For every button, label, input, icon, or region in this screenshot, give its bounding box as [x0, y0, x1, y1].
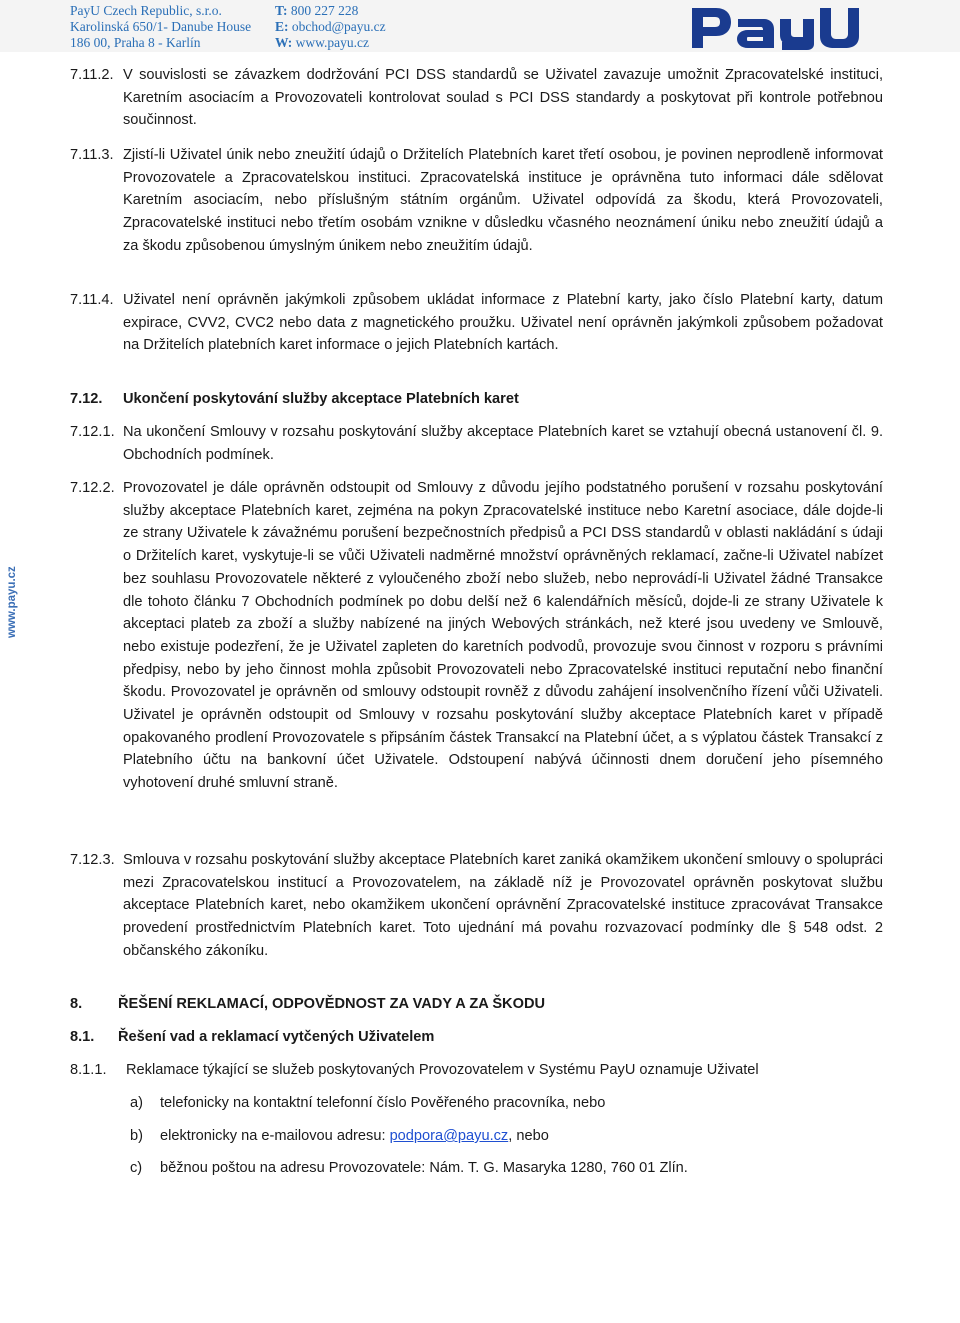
phone-label: T: [275, 3, 288, 18]
list-item-text: běžnou poštou na adresu Provozovatele: Nám. T. G. Masaryka 1280, 760 01 Zlín. [160, 1160, 688, 1176]
section-number: 7.12.3. [70, 852, 115, 868]
section-7-12-heading [70, 388, 883, 411]
section-7-11-4 [70, 289, 883, 357]
section-7-11-3 [70, 144, 883, 258]
email-address[interactable]: obchod@payu.cz [291, 19, 386, 34]
list-label: c) [130, 1160, 143, 1176]
payu-logo [690, 6, 860, 50]
section-8-1-heading [70, 1026, 883, 1049]
web-address[interactable]: www.payu.cz [295, 35, 369, 50]
section-number: 8.1.1. [70, 1062, 107, 1078]
paragraph: Zjistí-li Uživatel únik nebo zneužití údajů o Držitelích Platebních karet třetí osobou, je povinen neprodleně informovat Provozovatele a Zpracovatelskou instituci. Zpracovatelská instituce je oprávněna tuto informaci dále sdělovat Karetním asociacím, nebo příslušným státním orgánům. Uživatel odpovídá za škodu, která Provozovateli, Zpracovatelské instituci nebo třetím osobám vznikne v důsledku včasného neoznámení úniku nebo zneužití údajů a za škodu způsobenou úmyslným únikem nebo zneužitím údajů. [123, 147, 883, 254]
paragraph: Na ukončení Smlouvy v rozsahu poskytování služby akceptace Platebních karet se vztahují obecná ustanovení čl. 9. Obchodních podmínek. [123, 424, 883, 463]
paragraph: Smlouva v rozsahu poskytování služby akceptace Platebních karet zaniká okamžikem ukončení smlouvy o spolupráci mezi Zpracovatelskou institucí a Provozovatelem, na základě níž je Provozovatel oprávněn poskytovat službu akceptace Platebních karet, nebo okamžikem ukončení oprávnění Zpracovatelské instituce zpracovávat Transakce provedení prostřednictvím Platebních karet. Toto ujednání má povahu rozvazovací podmínky dle § 548 odst. 2 občanského zákoníku. [123, 852, 883, 959]
paragraph: Reklamace týkající se služeb poskytovaných Provozovatelem v Systému PayU oznamuje Uživatel [126, 1062, 759, 1078]
section-7-12-2 [70, 477, 883, 795]
section-number: 7.12. [70, 391, 103, 407]
address-line-1: Karolinská 650/1- Danube House [70, 19, 252, 34]
section-number: 7.11.4. [70, 292, 114, 308]
section-number: 7.12.1. [70, 424, 115, 440]
list-item-text-after: , nebo [508, 1128, 549, 1144]
section-title: ŘEŠENÍ REKLAMACÍ, ODPOVĚDNOST ZA VADY A ZA ŠKODU [118, 996, 546, 1012]
list-item-c [70, 1157, 883, 1180]
address-line-2: 186 00, Praha 8 - Karlín [70, 35, 201, 50]
list-label: b) [130, 1128, 143, 1144]
support-email-link[interactable]: podpora@payu.cz [389, 1128, 509, 1144]
company-address-block [70, 3, 251, 51]
web-label: W: [275, 35, 293, 50]
list-item-text: telefonicky na kontaktní telefonní číslo Pověřeného pracovníka, nebo [160, 1095, 606, 1111]
section-7-12-3 [70, 849, 883, 963]
list-item-a [70, 1092, 883, 1115]
section-number: 7.12.2. [70, 480, 115, 496]
phone-number: 800 227 228 [290, 3, 359, 18]
email-label: E: [275, 19, 289, 34]
contact-block [275, 3, 386, 51]
section-number: 7.11.2. [70, 67, 114, 83]
section-7-11-2 [70, 64, 883, 132]
list-item-text [160, 1125, 883, 1148]
company-name: PayU Czech Republic, s.r.o. [70, 3, 222, 18]
section-number: 8.1. [70, 1029, 95, 1045]
section-8-1-1 [70, 1059, 883, 1082]
section-number: 8. [70, 996, 83, 1012]
section-7-12-1 [70, 421, 883, 466]
paragraph: Provozovatel je dále oprávněn odstoupit od Smlouvy z důvodu jejího podstatného porušení v rozsahu poskytování služby akceptace Platebních karet, zejména na pokyn Zpracovatelské instituce nebo Karetní asociace, dále dojde-li ze strany Uživatele k závažnému porušení bezpečnostních předpisů a PCI DSS standardů v oblasti nakládání s údaji o Držitelích karet, vyskytuje-li se vůči Uživateli nadměrné množství oprávněných reklamací, začne-li Uživatel nabízet bez souhlasu Provozovatele některé z vyloučeného zboží nebo služeb, nebo neprovádí-li Uživatel žádné Transakce dle tohoto článku 7 Obchodních podmínek po dobu delší než 6 kalendářních měsíců, dojde-li ze strany Uživatele k akceptaci plateb za zboží a služby nabízené na jiných Webových stránkách, než které jsou uvedeny ve Smlouvě, nebo existuje podezření, že je Uživatel zapleten do karetních podvodů, provozuje svou činnost v rozporu s právními předpisy, nebo by jeho činnost mohla způsobit Provozovateli nebo Zpracovatelské instituci reputační nebo finanční škodu. Provozovatel je oprávněn od smlouvy odstoupit rovněž z důvodu zahájení insolvenčního řízení vůči Uživateli. Uživatel je oprávněn odstoupit od Smlouvy v rozsahu poskytování služby akceptace Platebních karet v případě opakovaného prodlení Provozovatele s připsáním částek Transakcí na Platební účet, a s výplatou částek Transakcí z Platebního účtu na bankovní účet Uživatele. Odstoupení nabývá účinnosti dnem doručení jeho písemného vyhotovení druhé smluvní straně. [123, 480, 883, 792]
list-item-text-before: elektronicky na e-mailovou adresu: [160, 1128, 390, 1144]
section-title: Řešení vad a reklamací vytčených Uživatelem [118, 1029, 435, 1045]
section-number: 7.11.3. [70, 147, 114, 163]
section-title: Ukončení poskytování služby akceptace Platebních karet [123, 391, 519, 407]
side-watermark-url: www.payu.cz [6, 566, 18, 638]
list-item-b [70, 1125, 883, 1148]
paragraph: Uživatel není oprávněn jakýmkoli způsobem ukládat informace z Platební karty, jako číslo Platební karty, datum expirace, CVV2, CVC2 nebo data z magnetického proužku. Uživatel není oprávněn jakýmkoli způsobem požadovat na Držitelích platebních karet informace o jejich Platebních kartách. [123, 292, 883, 354]
section-8-heading [70, 993, 883, 1016]
list-label: a) [130, 1095, 143, 1111]
paragraph: V souvislosti se závazkem dodržování PCI DSS standardů se Uživatel zavazuje umožnit Zpracovatelské instituci, Karetním asociacím a Provozovateli kontrolovat soulad s PCI DSS standardy a poskytovat při kontrole potřebnou součinnost. [123, 67, 883, 129]
